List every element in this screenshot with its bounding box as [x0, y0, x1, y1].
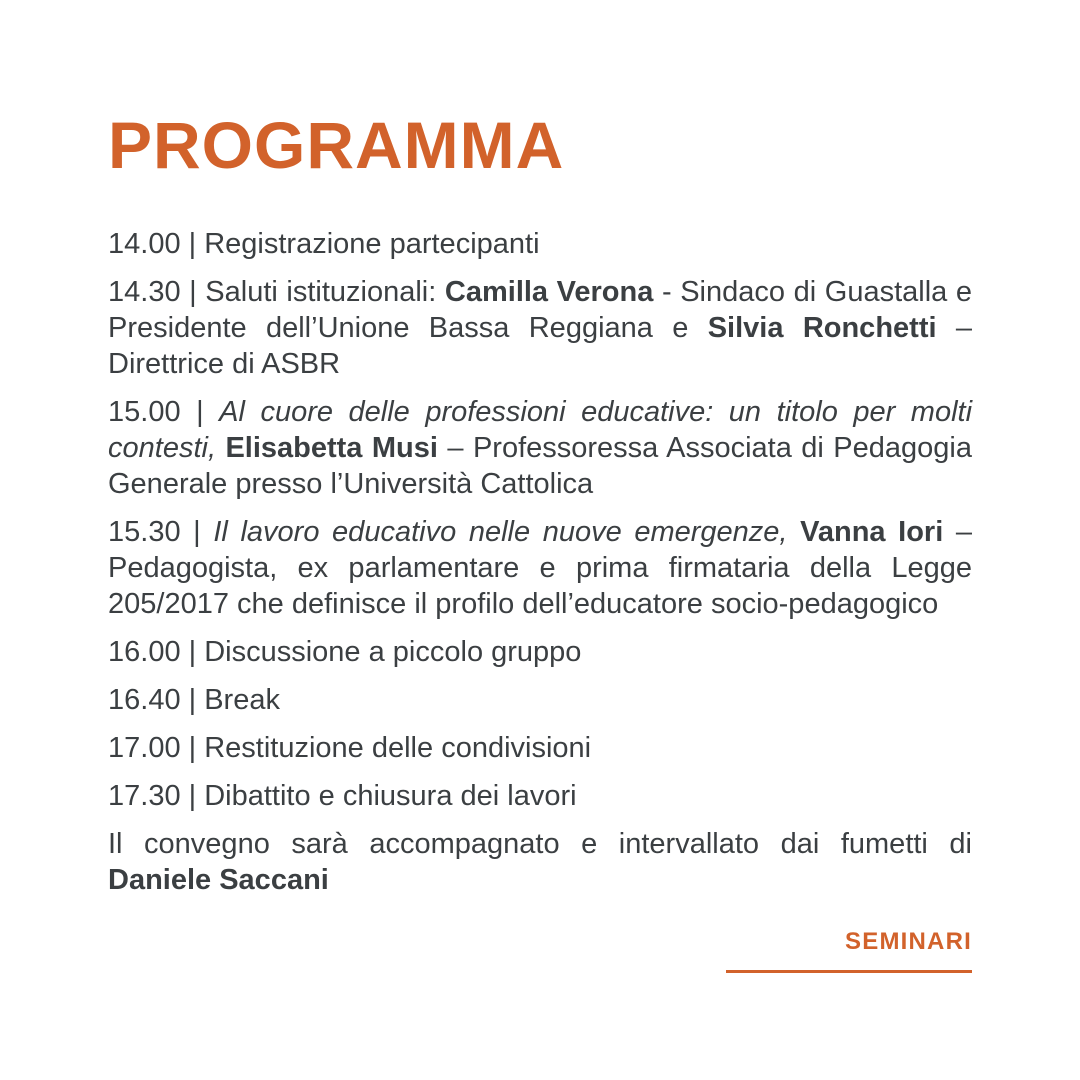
text-run-italic: Al cuore delle professioni educative: un titolo per molti contesti,: [108, 396, 973, 464]
text-run-normal: – Pedagogista, ex parlamentare e prima firmataria della Legge 205/2017 che definisce il profilo dell’educatore socio-pedagogico: [108, 516, 973, 620]
text-run-bold: Elisabetta Musi: [225, 432, 438, 464]
footer: [726, 930, 972, 973]
program-item: [108, 274, 972, 382]
text-run-bold: Silvia Ronchetti: [707, 312, 937, 344]
program-item: [108, 682, 972, 718]
text-run-normal: - Sindaco di Guastalla e Presidente dell’Unione Bassa Reggiana e: [108, 276, 972, 344]
text-run-normal: 14.30 | Saluti istituzionali:: [108, 276, 445, 308]
program-item: [108, 826, 972, 898]
text-run-normal: 17.00 | Restituzione delle condivisioni: [108, 732, 592, 764]
program-item: [108, 778, 972, 814]
text-run-normal: – Direttrice di ASBR: [108, 312, 972, 380]
program-item: [108, 226, 972, 262]
text-run-bold: Camilla Verona: [444, 276, 654, 308]
program-list: [108, 226, 972, 898]
text-run-bold: Daniele Saccani: [108, 864, 329, 896]
text-run-normal: – Professoressa Associata di Pedagogia Generale presso l’Università Cattolica: [108, 432, 972, 500]
program-item: [108, 394, 972, 502]
program-item: [108, 634, 972, 670]
text-run-normal: 15.00 |: [108, 396, 220, 428]
text-run-normal: 16.40 | Break: [108, 684, 280, 716]
program-item: [108, 730, 972, 766]
text-run-normal: [787, 516, 800, 548]
text-run-normal: 14.00 | Registrazione partecipanti: [108, 228, 540, 260]
program-item: [108, 514, 972, 622]
text-run-normal: 17.30 | Dibattito e chiusura dei lavori: [108, 780, 577, 812]
text-run-italic: Il lavoro educativo nelle nuove emergenze,: [213, 516, 788, 548]
text-run-bold: Vanna Iori: [800, 516, 944, 548]
footer-rule: [726, 970, 972, 973]
text-run-normal: 16.00 | Discussione a piccolo gruppo: [108, 636, 582, 668]
page-title: PROGRAMMA: [108, 108, 565, 182]
text-run-normal: Il convegno sarà accompagnato e intervallato dai fumetti di: [108, 828, 972, 860]
footer-label: SEMINARI: [845, 928, 972, 955]
text-run-normal: 15.30 |: [108, 516, 214, 548]
